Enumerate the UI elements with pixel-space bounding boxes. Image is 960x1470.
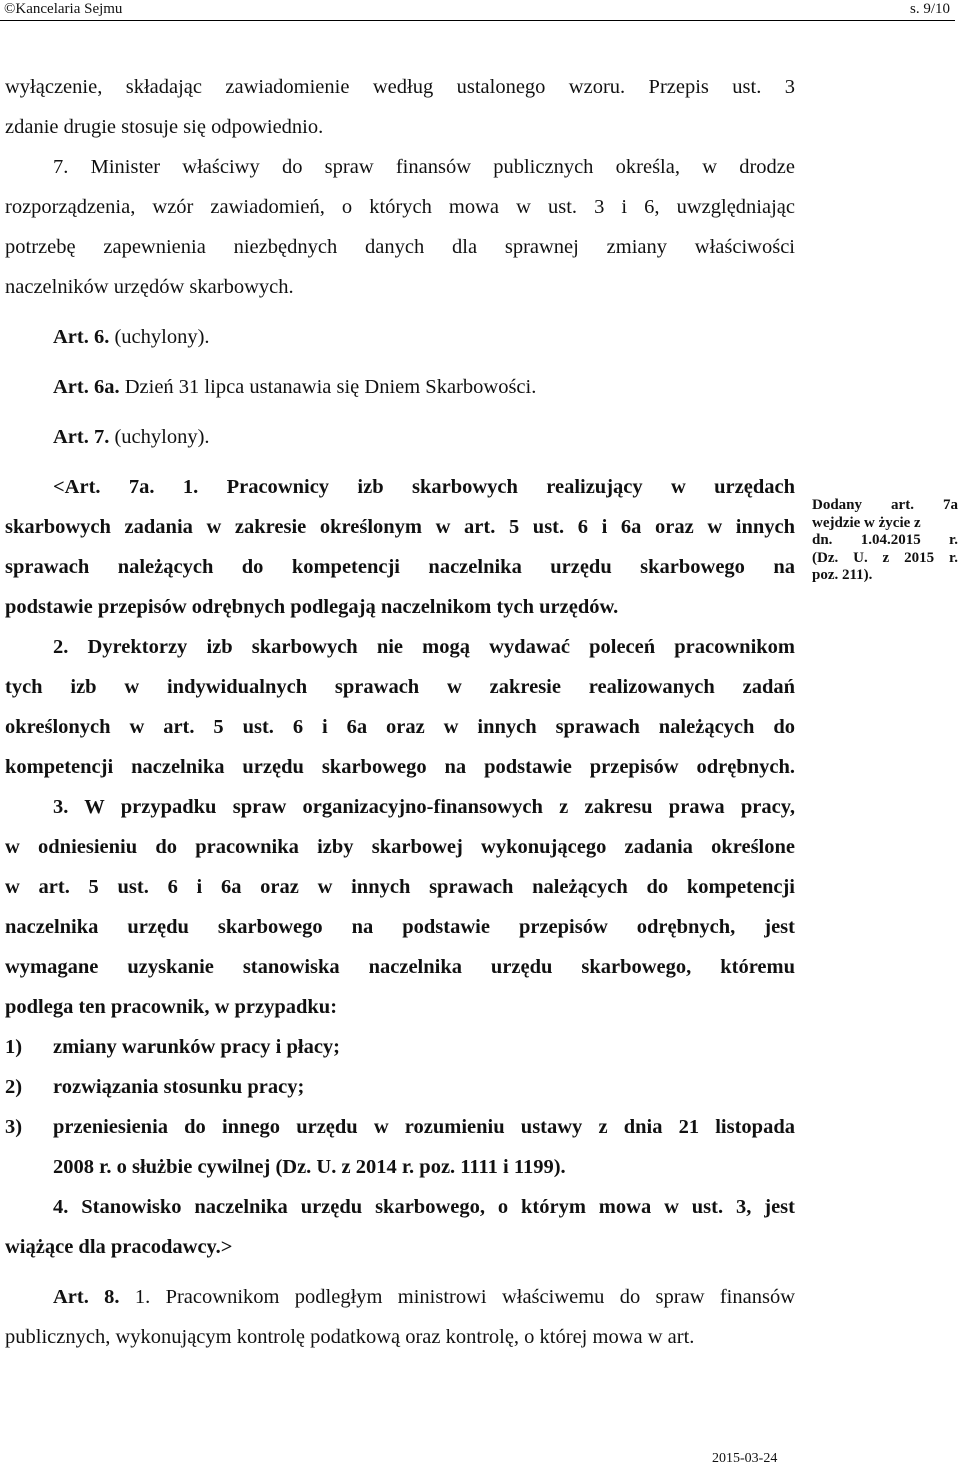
article-text: Dzień 31 lipca ustanawia się Dniem Skarbowości. <box>119 376 537 398</box>
header-rule <box>0 20 955 21</box>
document-body <box>5 67 795 1357</box>
text-line: potrzebę zapewnienia niezbędnych danych dla sprawnej zmiany właściwości <box>5 236 795 258</box>
text-line: 7. Minister właściwy do spraw finansów publicznych określa, w drodze <box>53 156 795 178</box>
text-line: wymagane uzyskanie stanowiska naczelnika urzędu skarbowego, któremu <box>5 956 795 978</box>
page-date: 2015-03-24 <box>712 1451 778 1466</box>
margin-note-line: Dodany art. 7a <box>812 497 958 513</box>
text-line: 4. Stanowisko naczelnika urzędu skarbowego, o którym mowa w ust. 3, jest <box>53 1196 795 1218</box>
margin-note-line: wejdzie w życie z <box>812 514 921 531</box>
margin-note <box>812 497 958 585</box>
text-line: 2. Dyrektorzy izb skarbowych nie mogą wydawać poleceń pracownikom <box>53 636 795 658</box>
text-line: tych izb w indywidualnych sprawach w zakresie realizowanych zadań <box>5 676 795 698</box>
text-line: w odniesieniu do pracownika izby skarbowej wykonującego zadania określone <box>5 836 795 858</box>
list-text: przeniesienia do innego urzędu w rozumieniu ustawy z dnia 21 listopada <box>53 1116 795 1138</box>
article-text: (uchylony). <box>109 326 210 348</box>
text-line: skarbowych zadania w zakresie określonym w art. 5 ust. 6 i 6a oraz w innych <box>5 516 795 538</box>
article-7a <box>5 467 795 1267</box>
page-header <box>0 0 960 22</box>
text-line: 3. W przypadku spraw organizacyjno-finansowych z zakresu prawa pracy, <box>53 796 795 818</box>
article-8 <box>5 1277 795 1317</box>
text-line: wiążące dla pracodawcy.> <box>5 1236 233 1258</box>
list-text: rozwiązania stosunku pracy; <box>53 1076 305 1098</box>
article-6a <box>5 367 795 407</box>
text-line: rozporządzenia, wzór zawiadomień, o których mowa w ust. 3 i 6, uwzględniając <box>5 196 795 218</box>
text-line: sprawach należących do kompetencji naczelnika urzędu skarbowego na <box>5 556 795 578</box>
text-line: naczelnika urzędu skarbowego na podstawie przepisów odrębnych, jest <box>5 916 795 938</box>
list-item <box>5 1107 795 1147</box>
article-number: Art. 6. <box>53 326 110 348</box>
article-text: (uchylony). <box>109 426 210 448</box>
article-number: Art. 6a. <box>53 376 120 398</box>
margin-note-line: dn. 1.04.2015 r. <box>812 532 958 548</box>
copyright-label: ©Kancelaria Sejmu <box>4 1 123 17</box>
article-number: Art. 8. <box>53 1286 120 1308</box>
article-number: Art. 7. <box>53 426 110 448</box>
text-line: w art. 5 ust. 6 i 6a oraz w innych sprawach należących do kompetencji <box>5 876 795 898</box>
text-line: określonych w art. 5 ust. 6 i 6a oraz w innych sprawach należących do <box>5 716 795 738</box>
text-line: podstawie przepisów odrębnych podlegają naczelnikom tych urzędów. <box>5 596 619 618</box>
list-number: 3) <box>5 1116 23 1138</box>
text-line: zdanie drugie stosuje się odpowiednio. <box>5 116 324 138</box>
text-line: wyłączenie, składając zawiadomienie według ustalonego wzoru. Przepis ust. 3 <box>5 76 795 98</box>
list-text: zmiany warunków pracy i płacy; <box>53 1036 340 1058</box>
list-item-continuation: 2008 r. o służbie cywilnej (Dz. U. z 2014 r. poz. 1111 i 1199). <box>53 1156 566 1178</box>
text-line: podlega ten pracownik, w przypadku: <box>5 996 338 1018</box>
page-number: s. 9/10 <box>909 1 950 17</box>
margin-note-line: poz. 211). <box>812 567 873 583</box>
article-7 <box>5 417 795 457</box>
list-item <box>5 1067 795 1107</box>
article-6 <box>5 317 795 357</box>
article-text: 1. Pracownikom podległym ministrowi właściwemu do spraw finansów <box>119 1286 795 1308</box>
list-item <box>5 1027 795 1067</box>
text-line: publicznych, wykonującym kontrolę podatkową oraz kontrolę, o której mowa w art. <box>5 1326 695 1348</box>
list-number: 2) <box>5 1076 23 1098</box>
text-line: kompetencji naczelnika urzędu skarbowego na podstawie przepisów odrębnych. <box>5 756 795 778</box>
margin-note-line: (Dz. U. z 2015 r. <box>812 549 958 566</box>
text-line: naczelników urzędów skarbowych. <box>5 276 294 298</box>
text-line: <Art. 7a. 1. Pracownicy izb skarbowych realizujący w urzędach <box>53 476 795 498</box>
list-number: 1) <box>5 1036 23 1058</box>
